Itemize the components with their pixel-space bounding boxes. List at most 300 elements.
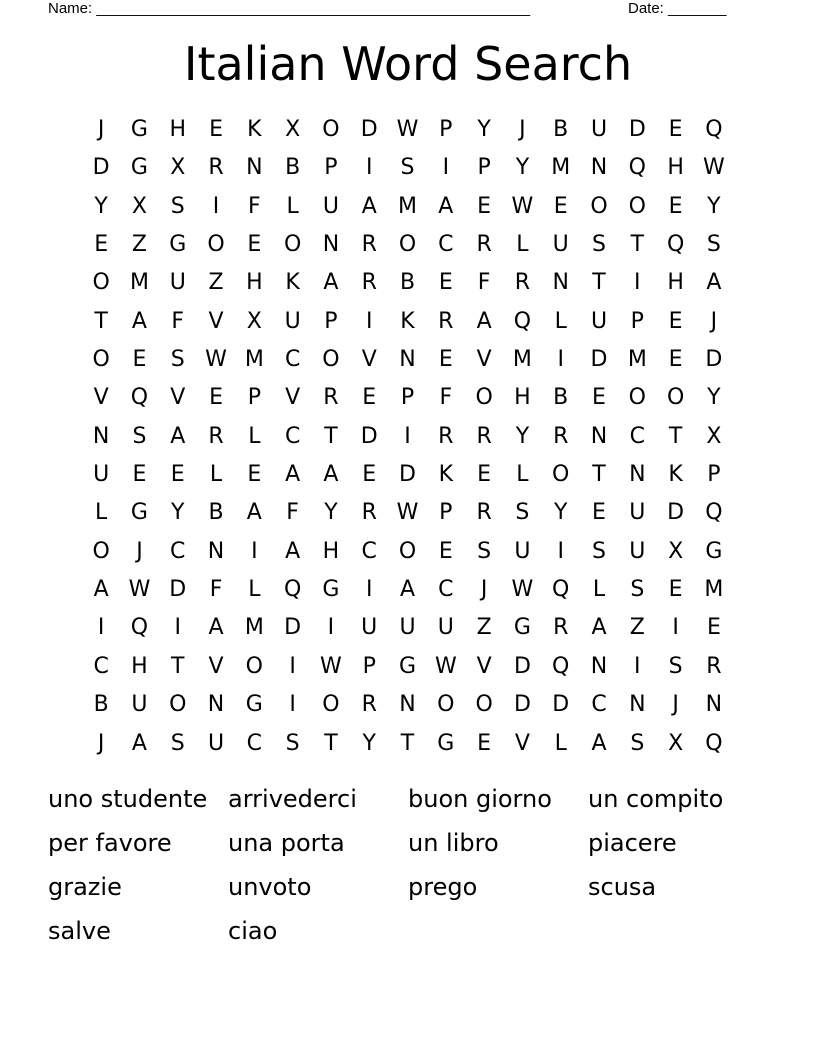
grid-letter[interactable]: I [557,538,564,564]
grid-letter[interactable]: Y [171,500,185,526]
grid-letter[interactable]: J [519,117,526,142]
grid-letter[interactable]: A [591,730,607,756]
grid-letter[interactable]: M [704,577,724,603]
grid-letter[interactable]: W [434,653,457,679]
grid-letter[interactable]: J [136,538,143,564]
grid-letter[interactable]: W [396,117,419,142]
grid-letter[interactable]: V [208,308,224,334]
grid-letter[interactable]: T [592,270,606,296]
grid-letter[interactable]: P [707,462,721,488]
grid-letter[interactable]: I [442,155,450,181]
grid-letter[interactable]: D [169,577,187,603]
grid-letter[interactable]: F [439,385,453,411]
grid-letter[interactable]: A [93,577,109,603]
grid-letter[interactable]: P [362,653,376,679]
grid-letter[interactable]: I [212,193,220,219]
grid-letter[interactable]: P [630,308,644,334]
grid-letter[interactable]: N [552,270,569,296]
grid-letter[interactable]: S [515,500,530,526]
grid-letter[interactable]: N [705,692,723,718]
grid-letter[interactable]: Q [705,117,723,142]
grid-letter[interactable]: A [208,615,224,641]
grid-letter[interactable]: X [170,155,186,181]
grid-letter[interactable]: E [362,462,377,488]
grid-letter[interactable]: T [668,423,683,449]
grid-letter[interactable]: Q [705,730,723,756]
grid-letter[interactable]: E [592,385,606,411]
grid-letter[interactable]: M [551,155,571,181]
grid-letter[interactable]: O [666,385,685,411]
grid-letter[interactable]: P [439,117,453,142]
grid-letter[interactable]: Q [552,577,570,603]
grid-letter[interactable]: H [322,538,340,564]
name-field[interactable]: Name: ____________________________________________________ [48,0,531,17]
grid-letter[interactable]: U [207,730,225,756]
grid-letter[interactable]: V [514,730,530,756]
grid-letter[interactable]: O [398,232,417,258]
grid-letter[interactable]: P [324,308,338,334]
word-list-item: salve [48,917,111,945]
grid-letter[interactable]: N [246,155,263,181]
grid-letter[interactable]: L [248,423,261,449]
grid-letter[interactable]: A [323,270,339,296]
grid-letter[interactable]: L [209,462,223,488]
grid-letter[interactable]: R [361,232,377,258]
grid-letter[interactable]: J [480,577,488,603]
grid-letter[interactable]: O [475,385,493,411]
grid-letter[interactable]: O [437,692,455,718]
grid-letter[interactable]: O [92,270,110,296]
grid-letter[interactable]: N [590,423,608,449]
grid-letter[interactable]: O [590,193,608,219]
grid-letter[interactable]: I [289,692,296,718]
grid-letter[interactable]: M [244,615,264,641]
grid-letter[interactable]: G [513,615,531,641]
grid-letter[interactable]: U [514,538,531,564]
grid-letter[interactable]: S [668,653,683,679]
word-list-item: grazie [48,873,122,901]
grid-letter[interactable]: G [245,692,263,718]
grid-letter[interactable]: D [628,117,646,142]
grid-letter[interactable]: G [437,730,455,756]
grid-letter[interactable]: O [92,538,110,564]
grid-letter[interactable]: I [251,538,258,564]
grid-letter[interactable]: E [132,462,147,488]
grid-letter[interactable]: I [365,155,373,181]
grid-letter[interactable]: O [322,692,340,718]
grid-letter[interactable]: I [289,653,296,679]
grid-letter[interactable]: U [399,615,416,641]
grid-letter[interactable]: E [668,117,683,142]
grid-letter[interactable]: R [438,423,454,449]
grid-letter[interactable]: E [132,347,147,373]
grid-letter[interactable]: E [668,308,683,334]
grid-letter[interactable]: W [703,155,725,181]
grid-letter[interactable]: E [438,347,453,373]
grid-letter[interactable]: N [590,155,608,181]
grid-letter[interactable]: K [247,117,262,142]
grid-letter[interactable]: R [514,270,531,296]
grid-letter[interactable]: A [438,193,454,219]
grid-letter[interactable]: T [592,462,606,488]
grid-letter[interactable]: R [361,270,377,296]
grid-letter[interactable]: E [247,232,262,258]
grid-letter[interactable]: D [360,423,378,449]
grid-letter[interactable]: X [668,730,684,756]
grid-letter[interactable]: S [132,423,147,449]
grid-letter[interactable]: E [438,538,453,564]
grid-letter[interactable]: N [399,347,416,373]
grid-letter[interactable]: I [365,308,373,334]
grid-letter[interactable]: Q [552,653,570,679]
grid-letter[interactable]: T [324,423,338,449]
grid-letter[interactable]: Q [666,232,685,258]
grid-letter[interactable]: P [400,385,415,411]
grid-letter[interactable]: G [169,232,187,258]
grid-letter[interactable]: C [591,692,607,718]
grid-letter[interactable]: J [710,308,718,334]
grid-letter[interactable]: G [130,117,148,142]
grid-letter[interactable]: S [592,232,606,258]
grid-letter[interactable]: F [286,500,299,526]
grid-letter[interactable]: O [628,385,646,411]
grid-letter[interactable]: R [323,385,339,411]
grid-letter[interactable]: O [322,117,340,142]
grid-letter[interactable]: Q [705,500,723,526]
grid-letter[interactable]: R [706,653,722,679]
grid-letter[interactable]: E [209,385,223,411]
grid-letter[interactable]: E [477,730,492,756]
grid-letter[interactable]: E [362,385,377,411]
grid-letter[interactable]: R [438,308,454,334]
grid-letter[interactable]: O [628,193,646,219]
grid-letter[interactable]: O [283,232,302,258]
grid-letter[interactable]: I [174,615,181,641]
date-field[interactable]: Date: _______ [628,0,727,17]
word-list [48,777,768,953]
grid-letter[interactable]: D [667,500,685,526]
grid-letter[interactable]: C [438,577,454,603]
grid-letter[interactable]: U [552,232,569,258]
grid-letter[interactable]: C [629,423,645,449]
grid-letter[interactable]: T [94,308,108,334]
grid-letter[interactable]: C [170,538,186,564]
grid-letter[interactable]: W [511,193,534,219]
grid-letter[interactable]: A [285,462,301,488]
grid-letter[interactable]: S [706,232,721,258]
grid-letter[interactable]: B [553,385,569,411]
grid-letter[interactable]: W [396,500,419,526]
grid-letter[interactable]: J [672,692,679,718]
grid-letter[interactable]: H [131,653,148,679]
grid-letter[interactable]: E [706,615,721,641]
grid-letter[interactable]: I [365,577,373,603]
grid-letter[interactable]: G [130,155,148,181]
grid-letter[interactable]: T [400,730,415,756]
page-title: Italian Word Search [183,37,633,91]
grid-letter[interactable]: J [97,117,105,142]
grid-letter[interactable]: A [476,308,492,334]
grid-letter[interactable]: N [629,462,646,488]
grid-letter[interactable]: E [94,232,109,258]
grid-letter[interactable]: L [554,308,567,334]
grid-letter[interactable]: D [513,692,531,718]
grid-letter[interactable]: C [93,653,109,679]
grid-letter[interactable]: C [246,730,263,756]
grid-letter[interactable]: B [93,692,109,718]
grid-letter[interactable]: N [92,423,110,449]
grid-letter[interactable]: C [284,423,301,449]
grid-letter[interactable]: U [629,538,646,564]
grid-letter[interactable]: I [557,347,564,373]
grid-letter[interactable]: E [668,577,683,603]
grid-letter[interactable]: R [476,423,492,449]
grid-letter[interactable]: A [361,193,377,219]
grid-letter[interactable]: S [400,155,415,181]
grid-letter[interactable]: S [170,347,185,373]
grid-letter[interactable]: X [131,193,147,219]
grid-letter[interactable]: U [284,308,301,334]
grid-letter[interactable]: U [590,308,608,334]
grid-letter[interactable]: O [552,462,570,488]
grid-letter[interactable]: D [284,615,302,641]
grid-letter[interactable]: D [552,692,570,718]
grid-letter[interactable]: A [591,615,607,641]
grid-letter[interactable]: S [170,730,185,756]
grid-letter[interactable]: V [208,653,224,679]
grid-letter[interactable]: F [171,308,185,334]
grid-letter[interactable]: V [476,347,492,373]
grid-letter[interactable]: Y [324,500,338,526]
grid-letter[interactable]: H [514,385,531,411]
grid-letter[interactable]: Y [362,730,376,756]
grid-letter[interactable]: R [553,423,569,449]
grid-letter[interactable]: Q [130,615,149,641]
grid-letter[interactable]: S [592,538,606,564]
grid-letter[interactable]: V [93,385,109,411]
grid-letter[interactable]: R [476,232,492,258]
grid-letter[interactable]: H [246,270,263,296]
grid-letter[interactable]: X [668,538,684,564]
grid-letter[interactable]: J [97,730,105,756]
grid-letter[interactable]: A [323,462,339,488]
grid-letter[interactable]: F [477,270,491,296]
grid-letter[interactable]: I [404,423,411,449]
grid-letter[interactable]: O [92,347,110,373]
grid-letter[interactable]: A [131,308,147,334]
grid-letter[interactable]: U [361,615,378,641]
grid-letter[interactable]: I [672,615,679,641]
grid-letter[interactable]: W [511,577,534,603]
grid-letter[interactable]: Q [130,385,149,411]
grid-letter[interactable]: V [361,347,377,373]
grid-letter[interactable]: I [97,615,105,641]
grid-letter[interactable]: L [592,577,606,603]
grid-letter[interactable]: S [630,730,645,756]
grid-letter[interactable]: U [322,193,339,219]
grid-letter[interactable]: O [169,692,187,718]
grid-letter[interactable]: S [477,538,492,564]
grid-letter[interactable]: L [554,730,567,756]
grid-letter[interactable]: H [667,155,684,181]
grid-letter[interactable]: L [286,193,299,219]
grid-letter[interactable]: W [128,577,151,603]
word-list-item: ciao [228,917,278,945]
grid-letter[interactable]: M [627,347,647,373]
grid-letter[interactable]: C [361,538,377,564]
grid-letter[interactable]: E [438,270,453,296]
grid-letter[interactable]: G [130,500,148,526]
grid-letter[interactable]: U [93,462,110,488]
grid-letter[interactable]: F [248,193,261,219]
grid-letter[interactable]: N [590,653,608,679]
grid-letter[interactable]: Y [707,385,721,411]
grid-letter[interactable]: Y [553,500,568,526]
grid-letter[interactable]: K [400,308,415,334]
grid-letter[interactable]: M [512,347,532,373]
grid-letter[interactable]: H [667,270,684,296]
grid-letter[interactable]: K [668,462,683,488]
grid-letter[interactable]: L [516,462,529,488]
grid-letter[interactable]: R [208,423,224,449]
grid-letter[interactable]: S [285,730,300,756]
grid-letter[interactable]: A [399,577,416,603]
grid-letter[interactable]: R [361,692,377,718]
grid-letter[interactable]: M [244,347,264,373]
grid-letter[interactable]: W [205,347,227,373]
grid-letter[interactable]: A [706,270,722,296]
grid-letter[interactable]: P [324,155,338,181]
grid-letter[interactable]: L [95,500,108,526]
grid-letter[interactable]: O [207,232,225,258]
grid-letter[interactable]: O [245,653,263,679]
grid-letter[interactable]: T [630,232,645,258]
grid-letter[interactable]: R [361,500,377,526]
word-list-item: prego [408,873,478,901]
grid-letter[interactable]: B [208,500,224,526]
grid-letter[interactable]: B [285,155,301,181]
grid-letter[interactable]: E [209,117,223,142]
grid-letter[interactable]: I [327,615,335,641]
grid-letter[interactable]: G [705,538,723,564]
grid-letter[interactable]: P [439,500,453,526]
grid-letter[interactable]: G [322,577,340,603]
grid-letter[interactable]: D [590,347,608,373]
grid-letter[interactable]: N [207,538,225,564]
grid-letter[interactable]: O [398,538,417,564]
grid-letter[interactable]: P [477,155,491,181]
grid-letter[interactable]: Z [131,232,147,258]
grid-letter[interactable]: X [285,117,301,142]
grid-letter[interactable]: E [477,193,492,219]
grid-letter[interactable]: D [513,653,531,679]
grid-letter[interactable]: B [399,270,416,296]
grid-letter[interactable]: Q [513,308,532,334]
grid-letter[interactable]: M [398,193,418,219]
grid-letter[interactable]: R [208,155,224,181]
grid-letter[interactable]: T [324,730,338,756]
grid-letter[interactable]: Q [283,577,302,603]
grid-letter[interactable]: W [320,653,342,679]
grid-letter[interactable]: U [437,615,454,641]
grid-letter[interactable]: V [170,385,186,411]
grid-letter[interactable]: Y [515,423,530,449]
grid-letter[interactable]: D [705,347,723,373]
grid-letter[interactable]: U [629,500,646,526]
grid-letter[interactable]: U [131,692,148,718]
grid-letter[interactable]: Y [515,155,530,181]
grid-letter[interactable]: K [285,270,300,296]
grid-letter[interactable]: D [399,462,416,488]
grid-letter[interactable]: L [248,577,261,603]
grid-letter[interactable]: H [169,117,187,142]
grid-letter[interactable]: E [553,193,568,219]
grid-letter[interactable]: C [438,232,454,258]
grid-letter[interactable]: L [516,232,529,258]
grid-letter[interactable]: G [398,653,417,679]
grid-letter[interactable]: B [553,117,569,142]
letter-grid [82,111,733,763]
grid-letter[interactable]: Y [477,117,491,142]
grid-letter[interactable]: U [590,117,608,142]
grid-letter[interactable]: Z [208,270,224,296]
word-list-item: scusa [588,873,657,901]
grid-letter[interactable]: A [246,500,262,526]
grid-letter[interactable]: U [169,270,186,296]
grid-letter[interactable]: R [553,615,569,641]
grid-letter[interactable]: D [360,117,378,142]
grid-letter[interactable]: K [438,462,454,488]
grid-letter[interactable]: E [668,193,683,219]
grid-letter[interactable]: P [247,385,261,411]
grid-letter[interactable]: C [284,347,301,373]
grid-letter[interactable]: Y [94,193,108,219]
grid-letter[interactable]: A [131,730,147,756]
grid-letter[interactable]: Q [628,155,646,181]
grid-letter[interactable]: I [634,270,641,296]
grid-letter[interactable]: A [285,538,301,564]
grid-letter[interactable]: O [475,692,493,718]
grid-letter[interactable]: V [285,385,301,411]
grid-letter[interactable]: E [592,500,606,526]
grid-letter[interactable]: O [322,347,340,373]
grid-letter[interactable]: A [170,423,186,449]
grid-letter[interactable]: E [247,462,262,488]
grid-letter[interactable]: X [246,308,262,334]
grid-letter[interactable]: E [477,462,492,488]
grid-letter[interactable]: R [476,500,492,526]
grid-letter[interactable]: N [399,692,416,718]
grid-letter[interactable]: X [706,423,722,449]
grid-letter[interactable]: F [209,577,223,603]
grid-letter[interactable]: N [322,232,340,258]
word-list-item: piacere [588,829,677,857]
grid-letter[interactable]: I [634,653,641,679]
grid-letter[interactable]: N [629,692,646,718]
grid-letter[interactable]: N [207,692,225,718]
grid-letter[interactable]: Z [476,615,492,641]
grid-letter[interactable]: T [171,653,185,679]
grid-letter[interactable]: S [630,577,645,603]
grid-letter[interactable]: Z [629,615,645,641]
grid-letter[interactable]: V [476,653,492,679]
grid-letter[interactable]: Y [707,193,721,219]
grid-letter[interactable]: E [170,462,185,488]
grid-letter[interactable]: D [92,155,110,181]
grid-letter[interactable]: M [129,270,149,296]
grid-letter[interactable]: E [668,347,683,373]
grid-letter[interactable]: S [170,193,185,219]
